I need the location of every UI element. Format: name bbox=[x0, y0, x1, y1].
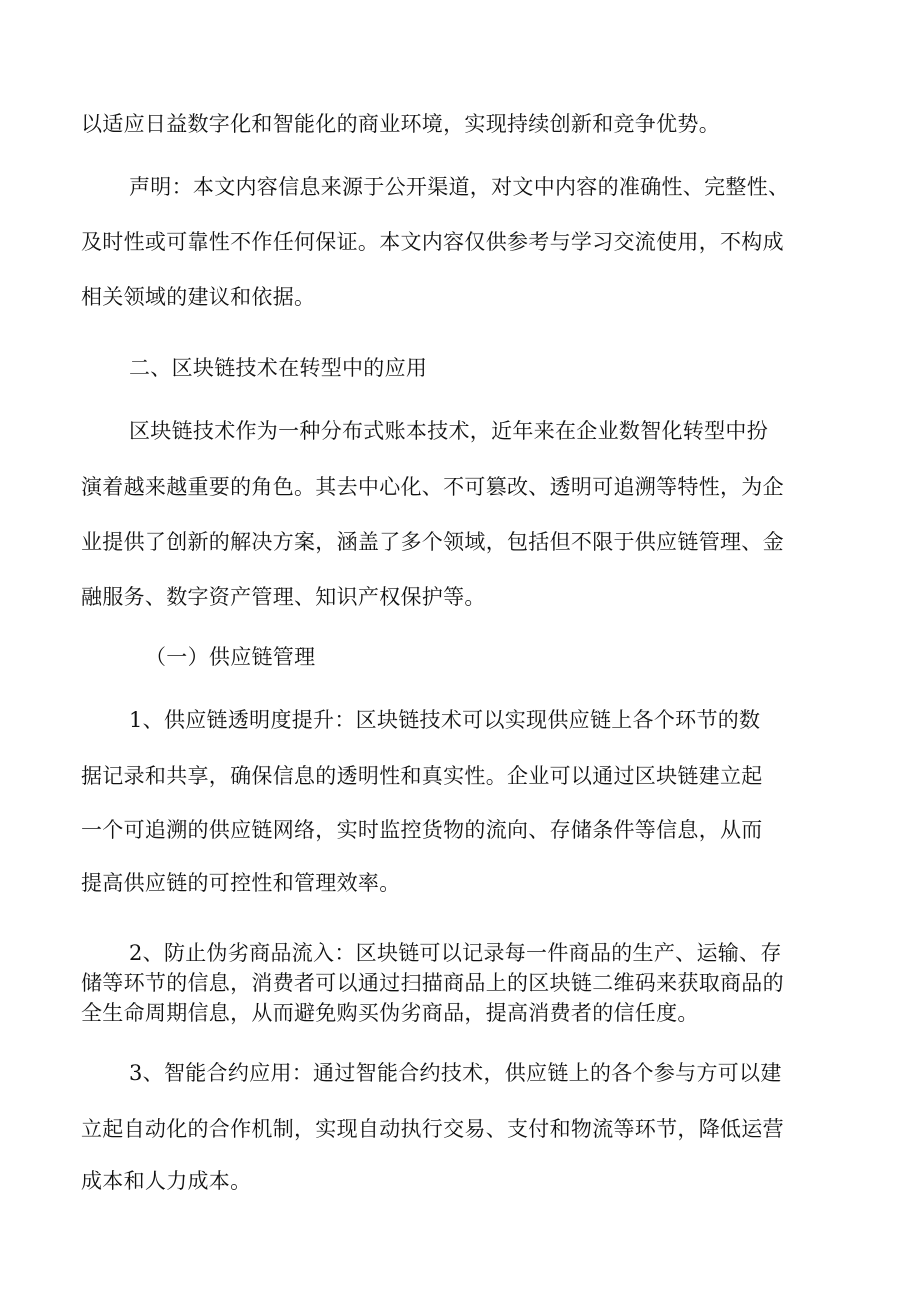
subsection-heading: （一）供应链管理 bbox=[145, 645, 316, 669]
disclaimer-line-2: 及时性或可靠性不作任何保证。本文内容仅供参考与学习交流使用，不构成 bbox=[81, 230, 784, 254]
text-line-continuation: 以适应日益数字化和智能化的商业环境，实现持续创新和竞争优势。 bbox=[81, 112, 720, 136]
item-1-line-3: 一个可追溯的供应链网络，实时监控货物的流向、存储条件等信息，从而 bbox=[81, 818, 763, 842]
intro-line-4: 融服务、数字资产管理、知识产权保护等。 bbox=[81, 585, 486, 609]
disclaimer-line-3: 相关领域的建议和依据。 bbox=[81, 285, 316, 309]
item-3-line-1: 3、智能合约应用：通过智能合约技术，供应链上的各个参与方可以建 bbox=[129, 1061, 782, 1085]
item-2-line-1: 2、防止伪劣商品流入：区块链可以记录每一件商品的生产、运输、存 bbox=[129, 941, 782, 965]
item-3-line-3: 成本和人力成本。 bbox=[81, 1169, 252, 1193]
section-heading: 二、区块链技术在转型中的应用 bbox=[129, 356, 428, 380]
item-1-line-4: 提高供应链的可控性和管理效率。 bbox=[81, 871, 401, 895]
intro-line-1: 区块链技术作为一种分布式账本技术，近年来在企业数智化转型中扮 bbox=[129, 419, 768, 443]
item-1-line-1: 1、供应链透明度提升：区块链技术可以实现供应链上各个环节的数 bbox=[129, 708, 761, 732]
item-2-line-3: 全生命周期信息，从而避免购买伪劣商品，提高消费者的信任度。 bbox=[81, 1001, 699, 1025]
item-1-line-2: 据记录和共享，确保信息的透明性和真实性。企业可以通过区块链建立起 bbox=[81, 764, 763, 788]
item-3-line-2: 立起自动化的合作机制，实现自动执行交易、支付和物流等环节，降低运营 bbox=[81, 1117, 784, 1141]
disclaimer-line-1: 声明：本文内容信息来源于公开渠道，对文中内容的准确性、完整性、 bbox=[129, 175, 790, 199]
intro-line-3: 业提供了创新的解决方案，涵盖了多个领域，包括但不限于供应链管理、金 bbox=[81, 530, 784, 554]
item-2-line-2: 储等环节的信息，消费者可以通过扫描商品上的区块链二维码来获取商品的 bbox=[81, 971, 784, 995]
intro-line-2: 演着越来越重要的角色。其去中心化、不可篡改、透明可追溯等特性，为企 bbox=[81, 475, 784, 499]
